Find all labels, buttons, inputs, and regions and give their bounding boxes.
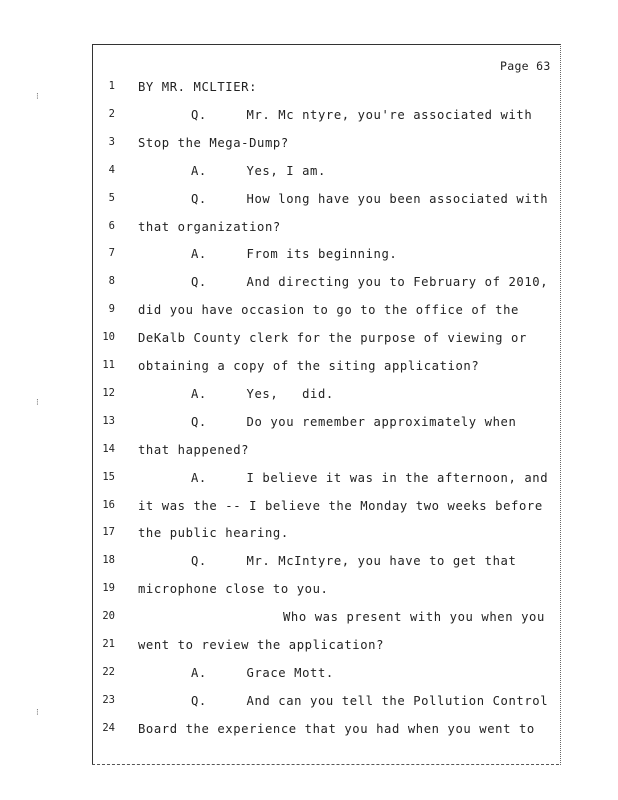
hole-punch-mark-middle: ⁝	[36, 398, 39, 408]
line-number: 19	[102, 582, 115, 595]
transcript-line	[92, 526, 559, 554]
transcript-line	[92, 136, 559, 164]
line-number: 2	[108, 107, 115, 120]
line-text: microphone close to you.	[138, 582, 329, 597]
transcript-line	[92, 359, 559, 387]
line-text: Who was present with you when you	[283, 610, 545, 625]
line-text: Q. And can you tell the Pollution Control	[191, 693, 549, 708]
transcript-line	[92, 554, 559, 582]
line-text: Board the experience that you had when you went to	[138, 721, 535, 736]
line-number: 22	[102, 665, 115, 678]
line-text: BY MR. MCLTIER:	[138, 80, 258, 94]
transcript-line	[92, 722, 559, 750]
line-number: 5	[108, 191, 115, 204]
line-text: did you have occasion to go to the office of the	[138, 303, 519, 318]
transcript-line	[92, 247, 559, 275]
line-number: 10	[102, 331, 115, 344]
line-number: 11	[102, 359, 115, 371]
line-text: Q. Do you remember approximately when	[191, 414, 517, 429]
line-number: 1	[108, 80, 115, 92]
line-text: the public hearing.	[138, 526, 289, 541]
line-number: 13	[102, 414, 115, 427]
line-number: 12	[102, 386, 115, 399]
transcript-line	[92, 303, 559, 331]
page-number-label: Page 63	[500, 59, 551, 73]
hole-punch-mark-bottom: ⁝	[36, 708, 39, 718]
line-text: that happened?	[138, 442, 250, 457]
transcript-line	[92, 610, 559, 638]
transcript-line	[92, 666, 559, 694]
transcript-line	[92, 387, 559, 415]
transcript-line	[92, 108, 559, 136]
hole-punch-mark-top: ⁝	[36, 92, 39, 102]
line-text: DeKalb County clerk for the purpose of viewing or	[138, 331, 527, 346]
transcript-line	[92, 443, 559, 471]
line-number: 6	[108, 219, 115, 232]
line-text: A. Yes, did.	[191, 386, 334, 401]
transcript-line	[92, 415, 559, 443]
line-text: A. Yes, I am.	[191, 163, 326, 178]
page-bottom-rule	[92, 764, 559, 765]
line-text: Q. Mr. McIntyre, you have to get that	[191, 554, 517, 569]
line-text: obtaining a copy of the siting application?	[138, 359, 480, 373]
line-number: 18	[102, 554, 115, 567]
line-number: 15	[102, 470, 115, 483]
line-text: A. I believe it was in the afternoon, and	[191, 470, 549, 485]
line-number: 14	[102, 442, 115, 455]
line-number: 9	[108, 303, 115, 316]
transcript-line	[92, 638, 559, 666]
transcript-line	[92, 192, 559, 220]
line-number: 8	[108, 275, 115, 288]
line-number: 16	[102, 498, 115, 511]
transcript-line	[92, 220, 559, 248]
line-text: Q. Mr. Mc ntyre, you're associated with	[191, 107, 533, 122]
line-text: A. Grace Mott.	[191, 665, 334, 680]
transcript-line	[92, 499, 559, 527]
transcript-line	[92, 80, 559, 108]
line-text: that organization?	[138, 219, 281, 234]
line-number: 3	[108, 135, 115, 148]
transcript-line	[92, 275, 559, 303]
line-text: went to review the application?	[138, 638, 385, 652]
line-number: 24	[102, 721, 115, 734]
line-text: A. From its beginning.	[191, 247, 398, 262]
transcript-line	[92, 471, 559, 499]
line-number: 17	[102, 526, 115, 539]
line-number: 7	[108, 247, 115, 260]
line-text: Q. How long have you been associated with	[191, 191, 549, 206]
line-number: 23	[102, 693, 115, 706]
line-number: 20	[102, 610, 115, 623]
line-text: it was the -- I believe the Monday two weeks before	[138, 498, 543, 513]
transcript-line	[92, 331, 559, 359]
transcript-line	[92, 694, 559, 722]
line-text: Q. And directing you to February of 2010,	[191, 275, 549, 290]
line-number: 4	[108, 163, 115, 176]
line-number: 21	[102, 638, 115, 650]
line-text: Stop the Mega-Dump?	[138, 135, 289, 150]
transcript-line	[92, 164, 559, 192]
transcript-line	[92, 582, 559, 610]
